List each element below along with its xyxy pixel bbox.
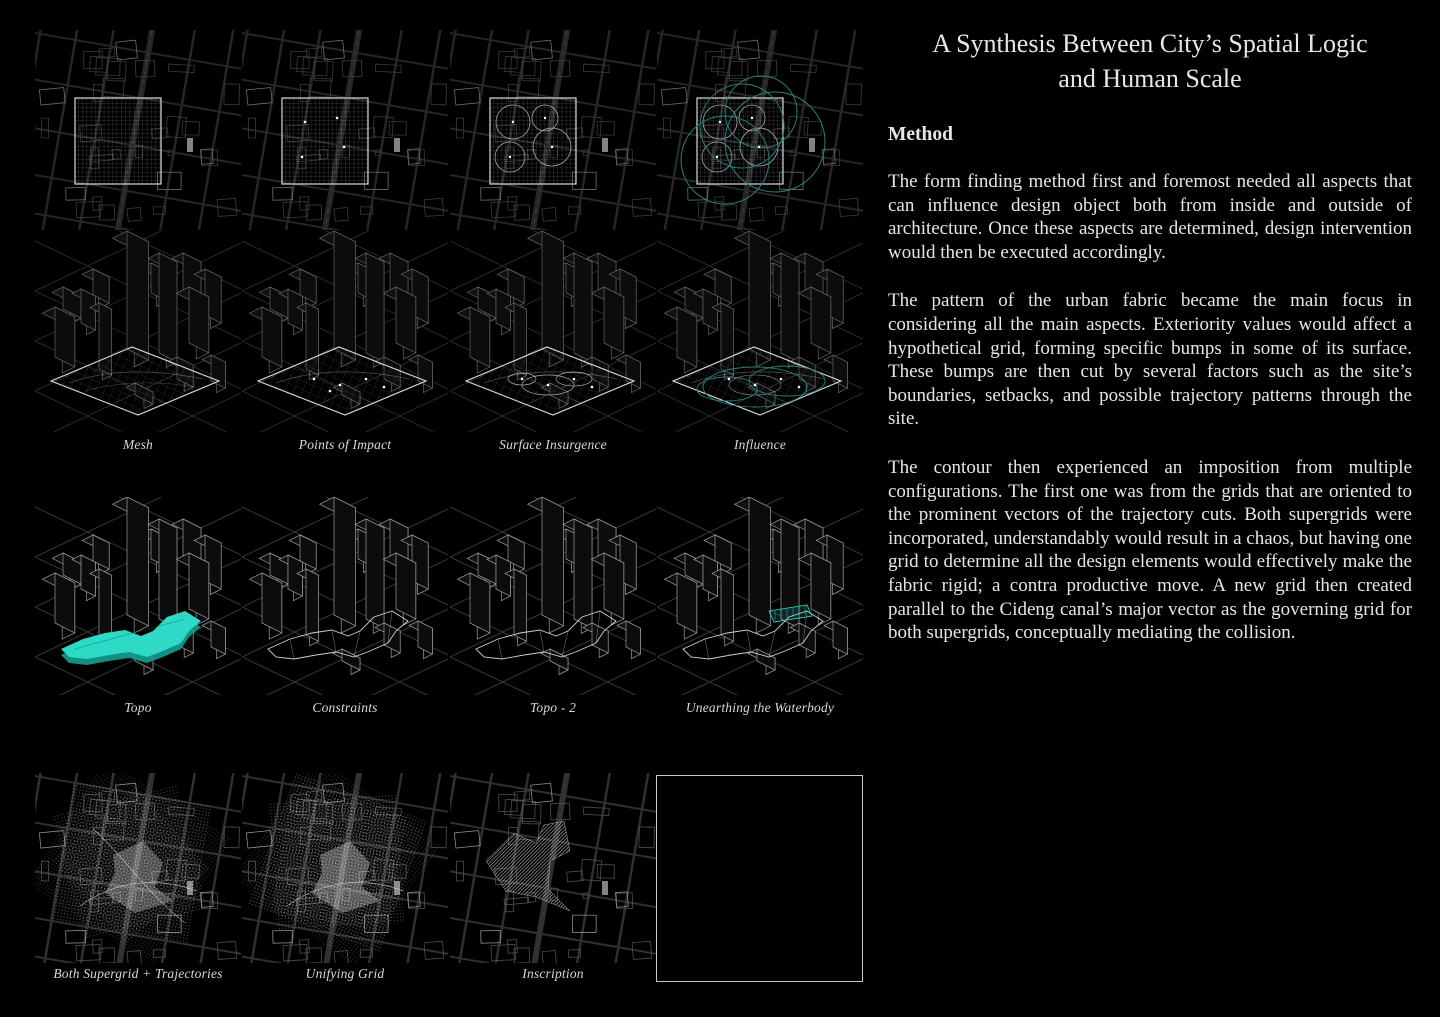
figure-unifying-grid xyxy=(242,773,448,963)
figure-insurgence-plan xyxy=(450,30,656,230)
figure-supergrid-trajectories xyxy=(35,773,241,963)
figure-influence-plan xyxy=(657,30,863,230)
caption-inscription: Inscription xyxy=(522,966,584,981)
figure-insurgence-axon xyxy=(450,231,656,432)
figure-constraints xyxy=(242,497,448,695)
impact-grid-square xyxy=(282,98,368,184)
figure-impact-plan xyxy=(242,30,448,230)
waterbody-patch xyxy=(769,605,812,622)
figure-inscription xyxy=(450,773,656,963)
caption-topo: Topo xyxy=(124,700,152,715)
supergrid-trajectories-graphic xyxy=(35,773,241,963)
caption-surface-insurgence: Surface Insurgence xyxy=(499,437,607,452)
influence-axon-graphic xyxy=(657,231,863,432)
article-column xyxy=(888,26,1412,670)
figure-mesh-plan xyxy=(35,30,241,230)
mesh-plan-graphic xyxy=(35,30,241,230)
influence-plan-graphic xyxy=(657,30,863,230)
unifying-grid-graphic xyxy=(242,773,448,963)
impact-plan-graphic xyxy=(242,30,448,230)
inscription-graphic xyxy=(450,773,656,963)
caption-influence: Influence xyxy=(733,437,787,452)
topo-2-graphic xyxy=(450,497,656,695)
caption-constraints: Constraints xyxy=(312,700,378,715)
title-line-1: A Synthesis Between City’s Spatial Logic xyxy=(932,29,1368,58)
caption-mesh: Mesh xyxy=(122,437,154,452)
insurgence-axon-graphic xyxy=(450,231,656,432)
caption-topo-2: Topo - 2 xyxy=(529,700,577,715)
title-line-2: and Human Scale xyxy=(1058,64,1242,93)
method-paragraph-3: The contour then experienced an imposition from multiple configurations. The first one was from the grids that are oriented to the prominent vectors of the trajectory cuts. Both supergrids were incorporated, understandably would result in a chaos, but having one grid to determine all the design elements would effectively make the fabric rigid; a contra productive move. A new grid then created parallel to the Cideng canal’s major vector as the governing grid for both supergrids, conceptually mediating the collision. xyxy=(888,456,1412,644)
waterbody-graphic xyxy=(657,497,863,695)
mesh-plane xyxy=(258,347,426,415)
figure-waterbody xyxy=(657,497,863,695)
supergrid-overlay xyxy=(35,773,233,963)
mesh-grid-square xyxy=(75,98,161,184)
mesh-plane xyxy=(51,347,219,415)
caption-unearthing-waterbody: Unearthing the Waterbody xyxy=(685,700,835,715)
page-title xyxy=(888,26,1412,96)
caption-points-of-impact: Points of Impact xyxy=(298,437,392,452)
caption-unifying-grid: Unifying Grid xyxy=(305,966,385,981)
caption-supergrid-trajectories: Both Supergrid + Trajectories xyxy=(53,966,223,981)
mesh-plane xyxy=(466,347,634,415)
figure-mesh-axon xyxy=(35,231,241,432)
topo-surface xyxy=(61,611,201,665)
insurgence-plan-graphic xyxy=(450,30,656,230)
method-paragraph-1: The form finding method first and foremost needed all aspects that can influence design object both from inside and outside of architecture. Once these aspects are determined, design intervention would then be executed accordingly. xyxy=(888,171,1412,263)
mesh-axon-graphic xyxy=(35,231,241,432)
figure-topo xyxy=(35,497,241,695)
figure-impact-axon xyxy=(242,231,448,432)
mesh-plane xyxy=(673,347,841,415)
figure-influence-axon xyxy=(657,231,863,432)
method-paragraph-2: The pattern of the urban fabric became the main focus in considering all the main aspects. Exteriority values would affect a hypothetical grid, forming specific bumps in some of its surface. These bumps are then cut by several factors such as the site’s boundaries, setbacks, and possible trajectory patterns through the site. xyxy=(888,290,1412,430)
empty-frame-box xyxy=(656,775,863,982)
impact-axon-graphic xyxy=(242,231,448,432)
constraints-graphic xyxy=(242,497,448,695)
insurgence-grid-square xyxy=(490,98,576,184)
topo-graphic xyxy=(35,497,241,695)
section-heading: Method xyxy=(888,124,953,145)
figure-topo-2 xyxy=(450,497,656,695)
